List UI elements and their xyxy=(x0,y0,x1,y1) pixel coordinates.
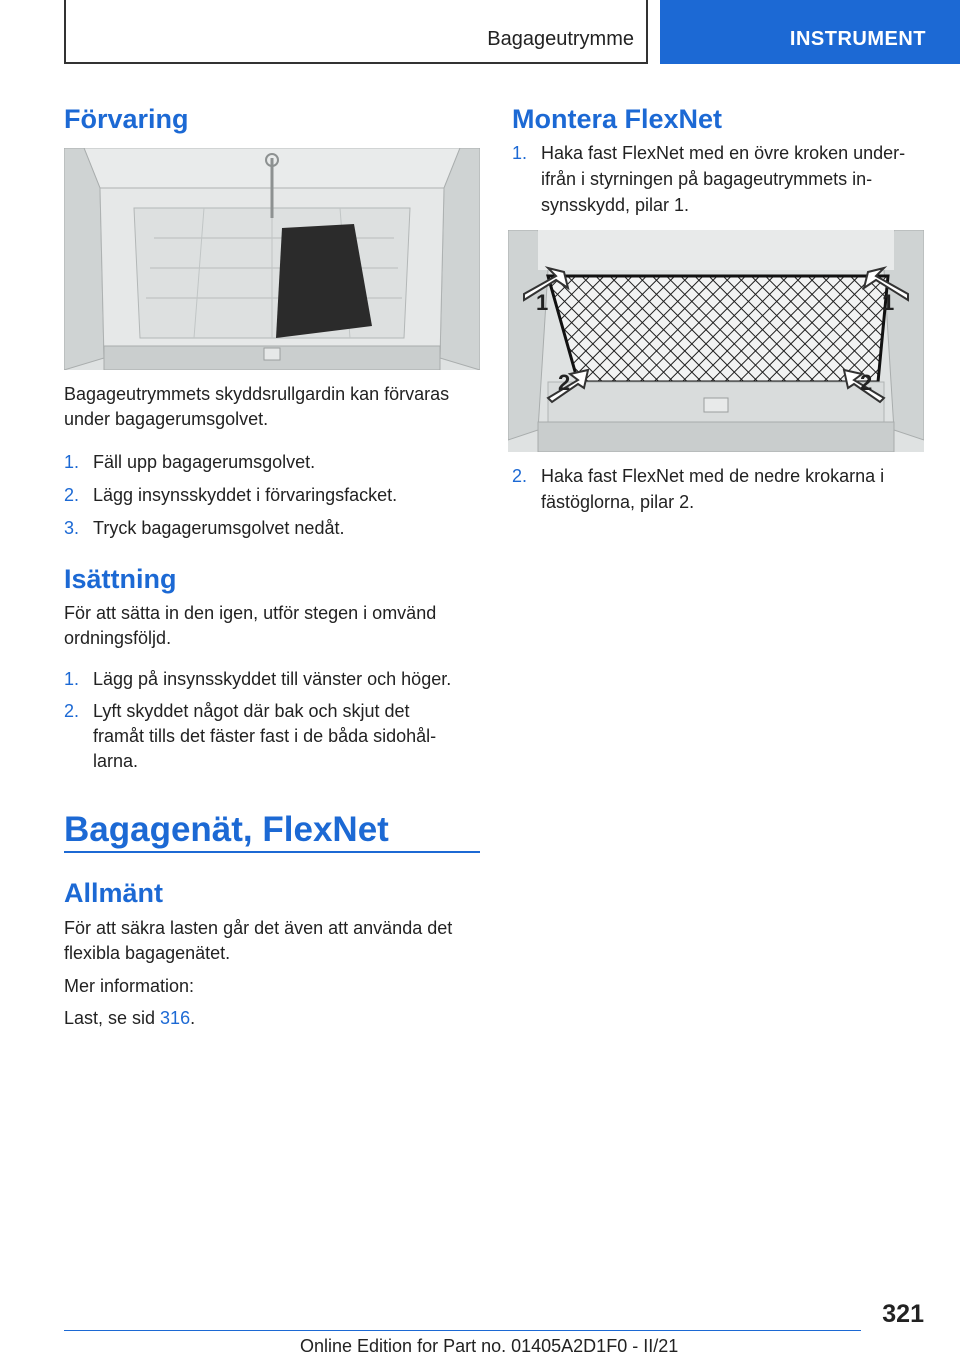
header-chapter-label: INSTRUMENT xyxy=(789,28,926,50)
step-number: 3. xyxy=(64,518,80,538)
isattning-paragraph-line: ordningsföljd. xyxy=(64,628,172,648)
trunk-storage-illustration xyxy=(64,148,480,370)
step-text-line: larna. xyxy=(93,751,139,771)
page-reference xyxy=(64,1006,195,1031)
step-number: 2. xyxy=(512,466,528,486)
heading-forvaring: Förvaring xyxy=(64,104,189,134)
footer-edition: Online Edition for Part no. 01405A2D1F0 - II/21 xyxy=(300,1336,679,1356)
arrow-label: 2 xyxy=(558,370,571,395)
figure-trunk-storage xyxy=(64,148,480,370)
header-section-title: Bagageutrymme xyxy=(487,28,634,50)
reference-page-link[interactable]: 316 xyxy=(160,1008,191,1028)
arrow-label: 1 xyxy=(536,290,549,315)
isattning-paragraph-line: För att sätta in den igen, utför stegen i omvänd xyxy=(64,603,437,623)
step-number: 1. xyxy=(64,452,80,472)
heading-flexnet: Bagagenät, FlexNet xyxy=(64,810,389,849)
step-number: 2. xyxy=(64,485,80,505)
step-text-line: framåt tills det fäster fast i de båda sidohål- xyxy=(93,726,437,746)
allmant-paragraph-line: För att säkra lasten går det även att använda det xyxy=(64,918,453,938)
step-text-line: synsskydd, pilar 1. xyxy=(541,195,690,215)
reference-suffix: . xyxy=(190,1008,196,1028)
heading-isattning: Isättning xyxy=(64,564,177,594)
forvaring-paragraph-line: Bagageutrymmets skyddsrullgardin kan förvaras xyxy=(64,384,450,404)
step-text-line: ifrån i styrningen på bagageutrymmets in- xyxy=(541,169,873,189)
allmant-paragraph xyxy=(64,916,480,966)
step-text-line: Haka fast FlexNet med de nedre krokarna i xyxy=(541,466,885,486)
step-text: Tryck bagagerumsgolvet nedåt. xyxy=(93,518,345,538)
step-text-line: Haka fast FlexNet med en övre kroken under- xyxy=(541,143,906,163)
reference-prefix: Last, se sid xyxy=(64,1008,161,1028)
arrow-label: 2 xyxy=(860,370,873,395)
step-text-line: fästöglorna, pilar 2. xyxy=(541,492,695,512)
step-text: Lägg insynsskyddet i förvaringsfacket. xyxy=(93,485,398,505)
header-section-box xyxy=(64,0,648,64)
figure-flexnet xyxy=(508,230,924,452)
step-text: Lägg på insynsskyddet till vänster och höger. xyxy=(93,669,452,689)
forvaring-paragraph-line: under bagagerumsgolvet. xyxy=(64,409,269,429)
montera-step xyxy=(512,141,928,217)
step-number: 1. xyxy=(512,143,528,163)
allmant-paragraph-line: flexibla bagagenätet. xyxy=(64,943,231,963)
page-number: 321 xyxy=(882,1300,924,1328)
step-number: 1. xyxy=(64,669,80,689)
heading-montera-flexnet: Montera FlexNet xyxy=(512,104,723,134)
forvaring-paragraph xyxy=(64,382,480,432)
isattning-paragraph xyxy=(64,601,480,651)
isattning-step xyxy=(64,699,480,775)
step-text: Fäll upp bagagerumsgolvet. xyxy=(93,452,316,472)
arrow-label: 1 xyxy=(882,290,895,315)
heading-allmant: Allmänt xyxy=(64,878,164,908)
step-text-line: Lyft skyddet något där bak och skjut det xyxy=(93,701,410,721)
header-chapter-tab[interactable] xyxy=(660,0,960,64)
more-info-label: Mer information: xyxy=(64,976,195,996)
section-divider xyxy=(64,851,480,853)
footer-divider xyxy=(64,1330,861,1331)
step-number: 2. xyxy=(64,701,80,721)
flexnet-illustration xyxy=(508,230,924,452)
montera-step xyxy=(512,464,928,516)
